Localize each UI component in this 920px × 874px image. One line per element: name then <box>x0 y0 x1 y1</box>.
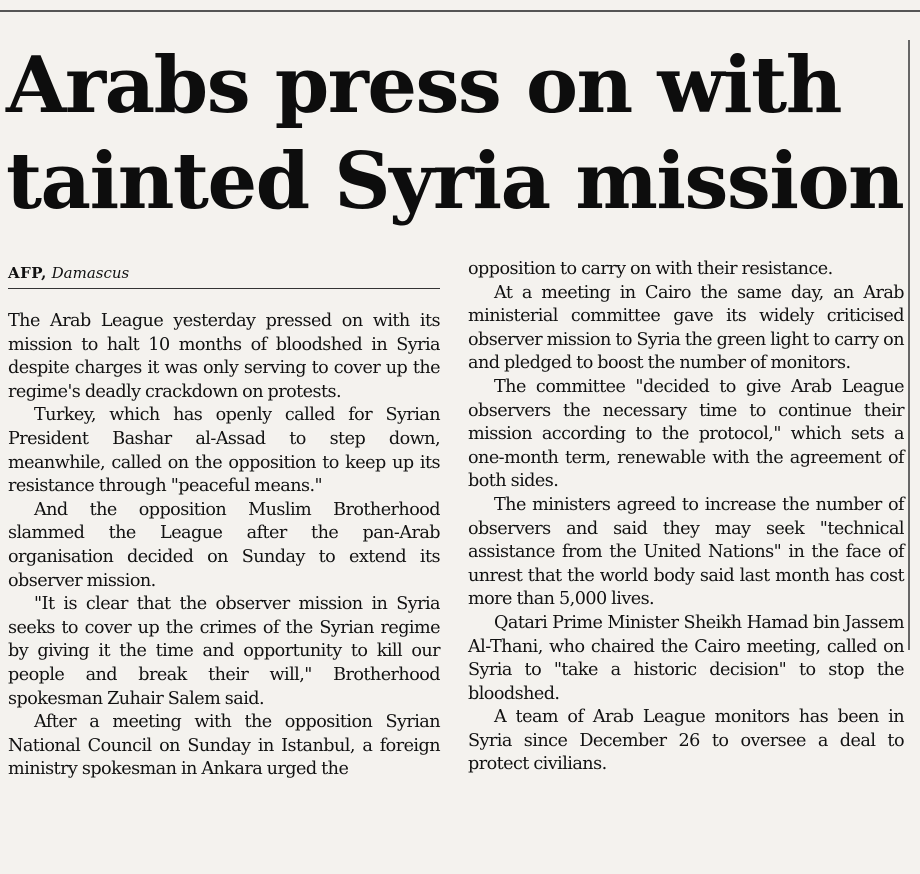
paragraph: A team of Arab League monitors has been in Syria since December 26 to oversee a deal to protect civilians. <box>468 707 904 775</box>
paragraph: The ministers agreed to increase the number of observers and said they may seek "technical assistance from the United Nations" in the face of unrest that the world body said last month has cost more than 5,000 lives. <box>468 494 904 610</box>
article-column-right <box>468 258 904 777</box>
paragraph: At a meeting in Cairo the same day, an Arab ministerial committee gave its widely criticised observer mission to Syria the green light to carry on and pledged to boost the number of monitors. <box>468 282 904 374</box>
byline-agency: AFP, <box>8 264 47 282</box>
headline-line-1: Arabs press on with <box>6 40 841 131</box>
headline <box>6 38 911 230</box>
paragraph: Turkey, which has openly called for Syrian President Bashar al-Assad to step down, meanwhile, called on the opposition to keep up its resistance through "peaceful means." <box>8 405 440 497</box>
paragraph: The Arab League yesterday pressed on with its mission to halt 10 months of bloodshed in Syria despite charges it was only serving to cover up the regime's deadly crackdown on protests. <box>8 311 440 402</box>
paragraph: After a meeting with the opposition Syrian National Council on Sunday in Istanbul, a foreign ministry spokesman in Ankara urged the <box>8 712 440 780</box>
top-rule <box>0 10 920 12</box>
paragraph: And the opposition Muslim Brotherhood slammed the League after the pan-Arab organisation decided on Sunday to extend its observer mission. <box>8 499 440 591</box>
paragraph: Qatari Prime Minister Sheikh Hamad bin Jassem Al-Thani, who chaired the Cairo meeting, called on Syria to "take a historic decision" to stop the bloodshed. <box>468 612 904 704</box>
paragraph: "It is clear that the observer mission in Syria seeks to cover up the crimes of the Syrian regime by giving it the time and opportunity to kill our people and break their will," Brotherhood spokesman Zuhair Salem said. <box>8 594 440 709</box>
headline-line-2: tainted Syria mission <box>6 136 904 227</box>
paragraph: opposition to carry on with their resistance. <box>468 259 833 279</box>
byline <box>8 262 440 289</box>
byline-place: Damascus <box>51 264 130 282</box>
paragraph: The committee "decided to give Arab League observers the necessary time to continue their mission according to the protocol," which sets a one-month term, renewable with the agreement of both sides. <box>468 376 904 492</box>
article-column-left <box>8 310 440 782</box>
